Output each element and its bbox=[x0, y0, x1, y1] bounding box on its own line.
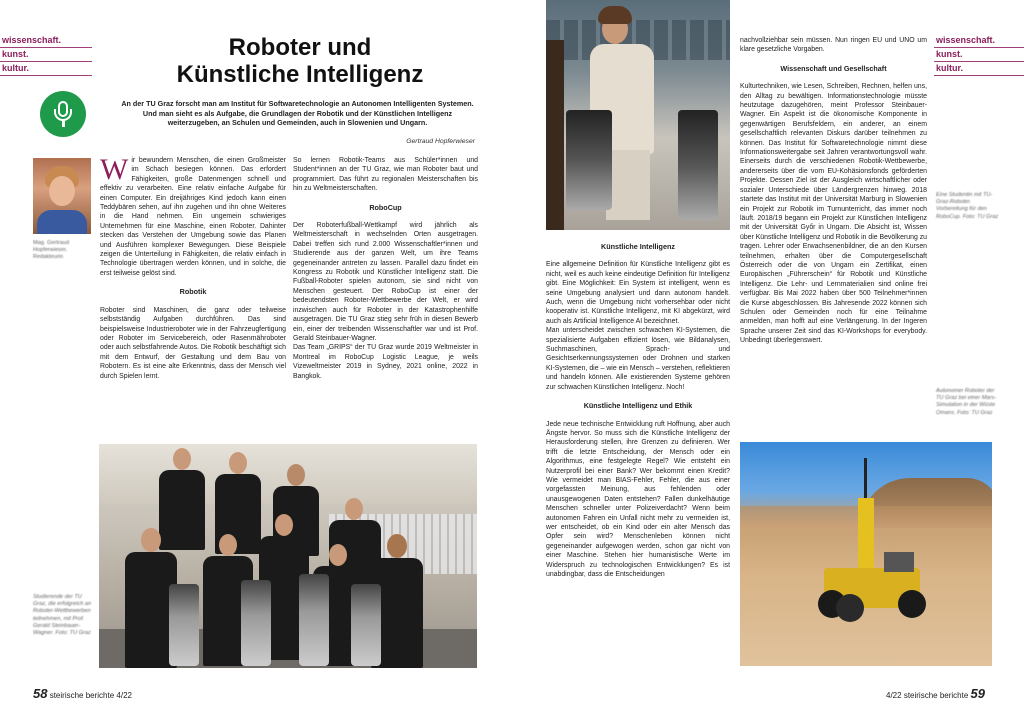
tag-kultur: kultur. bbox=[0, 62, 92, 76]
col2-paragraph-2: Der Roboterfußball-Wettkampf wird jährlich als Weltmeisterschaft in wechselnden Orten ausgetragen. Dabei treffen sich rund 2.000 Wissenschaftler*innen und Studierende aus der ganzen Welt, um ihre Teams gegeneinander antreten zu lassen. Parallel dazu findet ein Kongress zu Robotik und Künstlicher Intelligenz statt. Die Fußball-Roboter spielen autonom, sie sind nicht von Menschen gesteuert. Der RoboCup ist einer der bedeutendsten Roboter-Wettbewerbe der Welt, er wird inzwischen auch für Roboter in der Katastrophenhilfe ausgetragen. Die TU Graz stieg sehr früh in diesen Bewerb ein, einer der treibenden Wissenschaftler war und ist Prof. Gerald Steinbauer-Wagner. bbox=[293, 222, 478, 342]
desert-caption: Autonomer Roboter der TU Graz bei einer Mars-Simulation in der Wüste Omans. Foto: TU Graz bbox=[936, 388, 996, 416]
folio-right bbox=[886, 686, 985, 701]
robocup-photo bbox=[546, 0, 730, 230]
top-photo-caption: Eine Studentin mit TU-Graz-Roboter. Vorbereitung für den RoboCup. Foto: TU Graz bbox=[936, 192, 999, 220]
col1-paragraph-1: ir bewundern Menschen, die einen Großmeister im Schach besiegen können. Das erfordert Fähigkeiten, große Datenmengen schnell und effektiv zu verarbeiten. Eine relativ einfache Aufgabe für einen Computer. Ein dreijähriges Kind jedoch kann einen Teddybären sehen, auf ihn zugehen und ihn ohne Weiteres in die Hand nehmen. Ein ungemein schwieriges Unternehmen für eine Maschine, einen Roboter. Dahinter stecken das Verstehen der Umgebung sowie das Planen und Ausführen komplexer Bewegungen. Diese Beispiele zeigen die Unterteilung in Fähigkeiten, die relativ einfach in Technologie übertragen werden können, und in solche, die erst teilweise gelöst sind. bbox=[100, 157, 286, 277]
magazine-name-right: steirische berichte bbox=[903, 691, 969, 700]
portrait-caption: Mag. Gertraud Hopferwieser, Redakteurin bbox=[33, 240, 70, 261]
issue-number: 4/22 bbox=[886, 691, 902, 700]
col2-paragraph-3: Das Team „GRIPS“ der TU Graz wurde 2019 Weltmeister in Montreal im RoboCup Logistic League, je weils Vizeweltmeister 2019 in Sydney, 2021 online, 2022 in Bangkok. bbox=[293, 344, 478, 380]
tag-kultur-right: kultur. bbox=[934, 62, 1024, 76]
title-line-2: Künstliche Intelligenz bbox=[176, 61, 424, 88]
right-page bbox=[512, 0, 1024, 708]
article-lead: An der TU Graz forscht man am Institut für Softwaretechnologie an Autonomen Intelligenten Systemen. Und man sieht es als Aufgabe, die Grundlagen der Robotik und der Künstlichen Intelligenz weiterzugeben, an Schulen und Gemeinden, auch in Slowenien und Ungarn. bbox=[121, 99, 474, 127]
heading-ki: Künstliche Intelligenz bbox=[601, 242, 675, 251]
page-number-left: 58 bbox=[33, 686, 48, 701]
section-tags-right bbox=[934, 34, 1024, 76]
col3-paragraph-3: Jede neue technische Entwicklung ruft Hoffnung, aber auch Ängste hervor. So muss sich die Künstliche Intelligenz der Herausforderung stellen, ihre Grenzen zu definieren. Wer trifft die letzte Entscheidung, der Mensch oder ein Algorithmus, eine festgelegte Regel? Wie entsteht ein Nutzerprofil bei einer Bank? Wer bekommt einen Kredit? Wie vermeidet man BIAS-Fehler, Fehler, die aus einer vorgefassten Meinung, aus fehlenden oder unausgewogenen Daten entstehen? Fallen dunkelhäutige Menschen schneller unter Polizeiverdacht? Wenn beim autonomen Fahren ein Unfall nicht mehr zu vermeiden ist, wer entscheidet, ob ein Kind oder ein alter Mensch das Opfer sein wird? Menschenleben können nicht gegeneinander aufgewogen werden, schon gar nicht von einer Maschine. Stehen hier humanistische Werte im Widerspruch zu technologischen Entwicklungen? Es ist unabdingbar, dass die Entscheidungen bbox=[546, 420, 730, 578]
tag-wissenschaft-right: wissenschaft. bbox=[934, 34, 1024, 48]
title-line-1: Roboter und bbox=[228, 34, 372, 61]
team-photo bbox=[99, 444, 477, 668]
magazine-name-left: steirische berichte 4/22 bbox=[49, 691, 132, 700]
heading-robotik: Robotik bbox=[179, 287, 207, 297]
author-portrait bbox=[33, 158, 91, 234]
col2-paragraph-1: So lernen Robotik-Teams aus Schüler*innen und Student*innen an der TU Graz, wie man Roboter baut und programmiert. Das führt zu regionalen Meisterschaften bis hin zu Weltmeisterschaften. bbox=[293, 157, 478, 193]
col1-paragraph-2: Roboter sind Maschinen, die ganz oder teilweise selbstständig Aufgaben durchführen. Das sind beispielsweise Industrieroboter wie in der Fahrzeugfertigung oder Roboter im Servicebereich, oder Rasenmähroboter oder auch selbstfahrende Autos. Die Robotik beschäftigt sich mit dem Entwurf, der Gestaltung und dem Bau von Robotern. Es ist eine alte Erkenntnis, dass der Mensch viel durch Spielen lernt. bbox=[100, 306, 286, 380]
desert-robot-photo bbox=[740, 442, 992, 666]
col3-paragraph-1: Eine allgemeine Definition für Künstliche Intelligenz gibt es nicht, weil es auch keine eindeutige Definition für Intelligenz gibt. Eine Möglichkeit: Ein System ist intelligent, wenn es seine Umgebung analysiert und dann autonom handelt. Auch, wenn die Umgebung nicht vorhersehbar oder nicht kooperativ ist. Künstliche Intelligenz, mit KI abgekürzt, wird auch als Artificial Intelligence AI bezeichnet. bbox=[546, 261, 730, 325]
col3-paragraph-2: Man unterscheidet zwischen schwachen KI-Systemen, die spezialisierte Aufgaben effizient lösen, wie Bildanalysen, Suchmaschinen, Sprach- und Gesichtserkennungssystemen oder Drohnen und starken KI-Systemen, die – wie ein Mensch – verstehen, reflektieren und handeln können. Alle existierenden Systeme gehören zur schwachen Künstlichen Intelligenz. Noch! bbox=[546, 327, 730, 391]
column-3 bbox=[546, 236, 730, 579]
microphone-icon bbox=[40, 91, 86, 137]
drop-cap: W bbox=[100, 153, 129, 186]
section-tags-left bbox=[0, 34, 92, 76]
heading-robocup: RoboCup bbox=[369, 202, 402, 212]
page-number-right: 59 bbox=[970, 686, 985, 701]
team-caption: Studierende der TU Graz, die erfolgreich an Roboter-Wettbewerben teilnehmen, mit Prof. Gerald Steinbauer-Wagner. Foto: TU Graz bbox=[33, 594, 92, 637]
tag-kunst-right: kunst. bbox=[934, 48, 1024, 62]
column-4 bbox=[740, 36, 927, 346]
article-title bbox=[120, 34, 480, 88]
column-2 bbox=[293, 156, 478, 381]
col4-paragraph-1: Kulturtechniken, wie Lesen, Schreiben, Rechnen, helfen uns, den Alltag zu bewältigen. Informationstechnologie müsste heutzutage dazugehören, meint Professor Steinbauer-Wagner. Ein Aspekt ist die ökonomische Komponente in gegenwärtigen Berufsfeldern, ein anderer, an einem gesellschaftlich relevanten Diskurs darüber teilnehmen zu können. Das Institut für Softwaretechnologie nimmt diese Informationsweitergabe seit Jahren verantwortungsvoll wahr. Einerseits durch die verschiedenen Robotik-Wettbewerbe, andererseits über die vom EU-Kohäsionsfonds geförderten Projekte. Dessen Ziel ist der Ausgleich wirtschaftlicher oder sozialer Unterschiede über Ländergrenzen hinweg. 2018 startete das Institut mit der Universität Marburg in Slowenien ein Projekt zur Robotik im Turnunterricht, das immer noch läuft. 2018/19 begann ein Projekt zur Künstlichen Intelligenz mit der Universität Győr in Ungarn. Die Absicht ist, Wissen über Künstliche Intelligenz und Robotik in die Bevölkerung zu tragen. Lehrer oder Erwachsenenbildner, die an den Kursen teilnehmen, erhalten über die Computergesellschaft Österreich oder die von Ungarn ein Zertifikat, einen Europäischen „Führerschein“ für Robotik und Künstliche Intelligenz. Die Lehr- und Lernmaterialien sind online frei verfügbar. Bis Mai 2022 haben über 500 Teilnehmer*innen die Kurse abgeschlossen. Bis Jahresende 2022 können sich Schulen oder Gemeinden noch für eine Teilnahme anmelden, man hofft auf eine Verlängerung. In der Ingeren Sprache unserer Zeit sind das KI-Workshops for everybody. Unbedingt überlegenswert. bbox=[740, 83, 927, 345]
column-1 bbox=[100, 153, 286, 381]
heading-ethik: Künstliche Intelligenz und Ethik bbox=[583, 401, 693, 411]
folio-left bbox=[33, 686, 132, 701]
tag-wissenschaft: wissenschaft. bbox=[0, 34, 92, 48]
col4-paragraph-0: nachvollziehbar sein müssen. Nun ringen EU und UNO um klare gesetzliche Vorgaben. bbox=[740, 37, 927, 54]
article-author: Gertraud Hopferwieser bbox=[406, 138, 475, 145]
heading-gesellschaft: Wissenschaft und Gesellschaft bbox=[780, 63, 887, 73]
tag-kunst: kunst. bbox=[0, 48, 92, 62]
